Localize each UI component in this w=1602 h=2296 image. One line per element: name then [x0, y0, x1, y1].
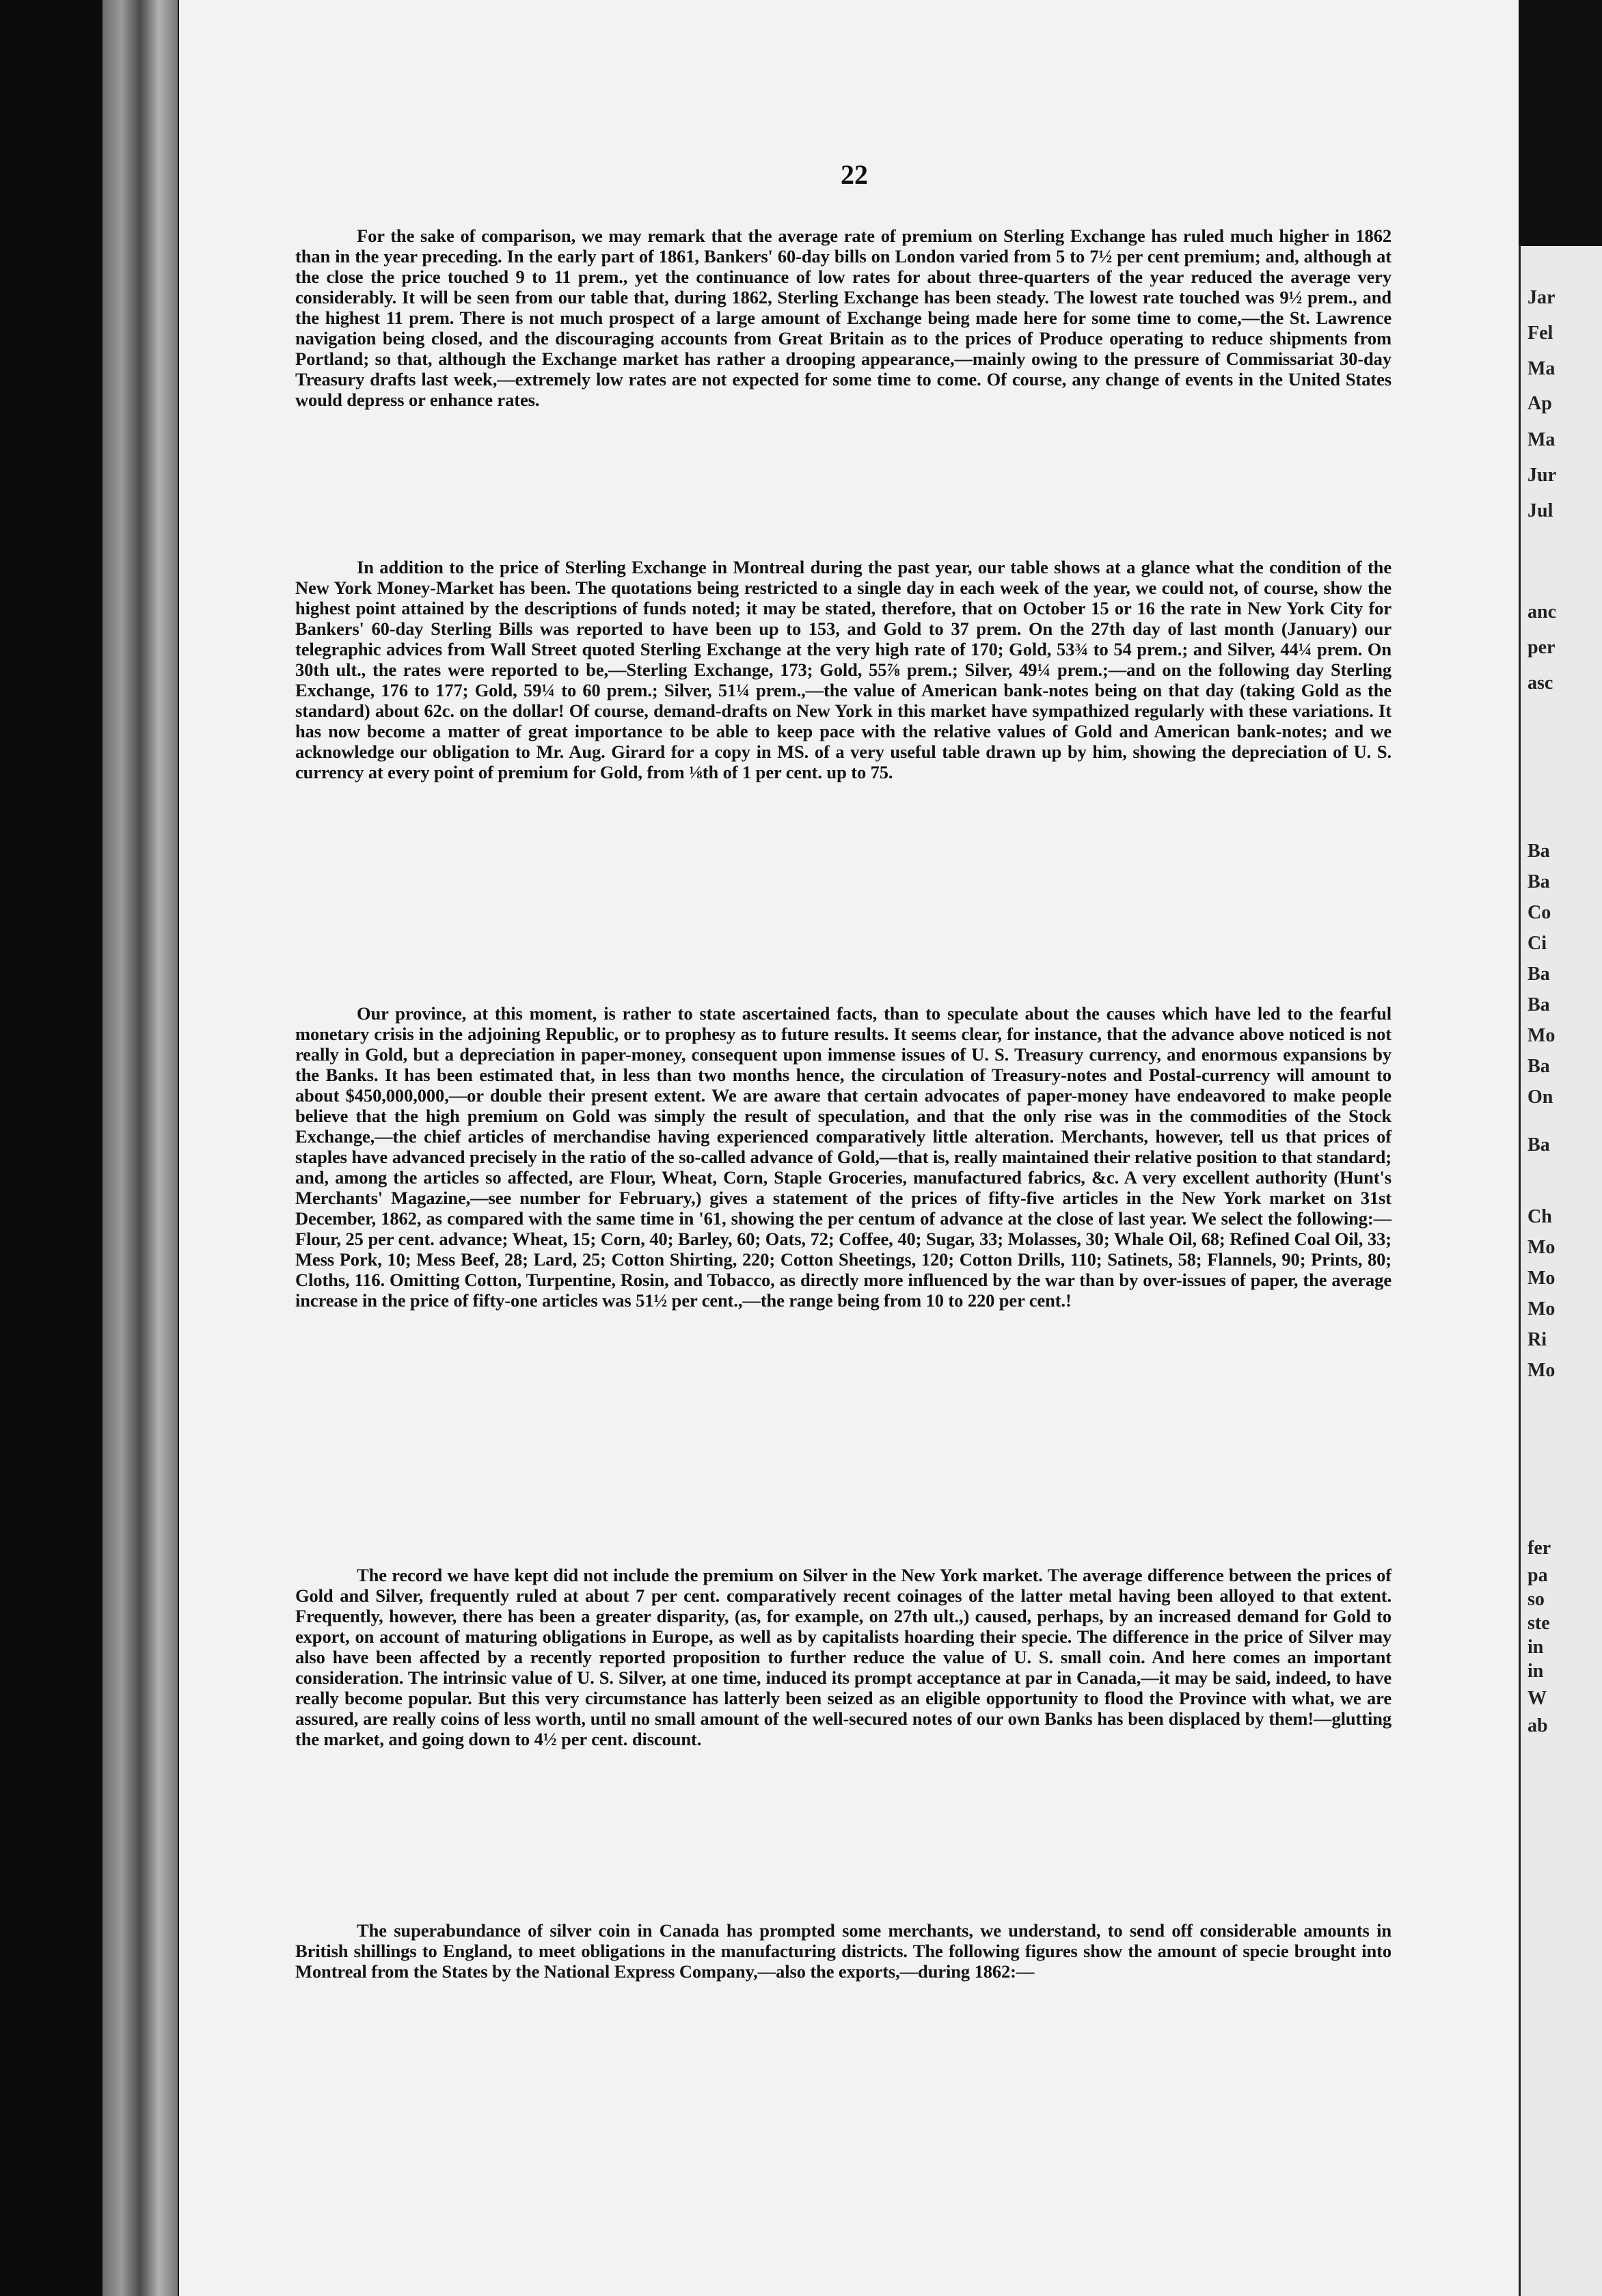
next-page-fragment: Co: [1528, 902, 1551, 923]
paragraph-silver-premium: The record we have kept did not include the premium on Silver in the New York market. The average difference between the prices of Gold and Silver, frequently ruled at about 7 per cent. comparatively recent coinages of the latter metal having been alloyed to that extent. Frequently, however, there has been a greater disparity, (as, for example, on 27th ult.,) caused, perhaps, by an increased demand for Gold to export, on account of maturing obligations in Europe, as well as by capitalists hoarding their specie. The difference in the price of Silver may also have been affected by a recently reported proposition to further reduce the value of U. S. small coin. And here comes an important consideration. The intrinsic value of U. S. Silver, at one time, induced its prompt acceptance at par in Canada,—it may be said, indeed, to have really become popular. But this very circumstance has latterly been seized as an eligible opportunity to flood the Province with what, we are assured, are really coins of less worth, until no small amount of the well-secured notes of our own Banks has been displaced by them!—glutting the market, and going down to 4½ per cent. discount.: [295, 1565, 1391, 1749]
next-page-fragment: Ci: [1528, 933, 1547, 954]
next-page-fragment: ste: [1528, 1613, 1550, 1634]
paragraph-monetary-crisis: Our province, at this moment, is rather to state ascertained facts, than to speculate about the causes which have led to the fearful monetary crisis in the adjoining Republic, or to prophesy as to future results. It seems clear, for instance, that the advance above noticed is not really in Gold, but a depreciation in paper-money, consequent upon immense issues of U. S. Treasury currency, and enormous expansions by the Banks. It has been estimated that, in less than two months hence, the circulation of Treasury-notes and Postal-currency will amount to about $450,000,000,—or double their present extent. We are aware that certain advocates of paper-money have endeavored to make people believe that the high premium on Gold was simply the result of speculation, and that the only rise was in the commodities of the Stock Exchange,—the chief articles of merchandise having experienced comparatively little alteration. Merchants, however, tell us that prices of staples have advanced precisely in the ratio of the so-called advance of Gold,—that is, really maintained their relative position to that standard; and, among the articles so affected, are Flour, Wheat, Corn, Staple Groceries, manufactured fabrics, &c. A very excellent authority (Hunt's Merchants' Magazine,—see number for February,) gives a statement of the prices of fifty-five articles in the New York market on 31st December, 1862, as compared with the same time in '61, showing the per centum of advance at the close of last year. We select the following:—Flour, 25 per cent. advance; Wheat, 15; Corn, 40; Barley, 60; Oats, 72; Coffee, 40; Sugar, 33; Molasses, 30; Whale Oil, 68; Refined Coal Oil, 33; Mess Pork, 10; Mess Beef, 28; Lard, 25; Cotton Shirting, 220; Cotton Sheetings, 120; Cotton Drills, 110; Satinets, 58; Flannels, 90; Prints, 80; Cloths, 116. Omitting Cotton, Turpentine, Rosin, and Tobacco, as directly more influenced by the war than by over-issues of paper, the average increase in the price of fifty-one articles was 51½ per cent.,—the range being from 10 to 220 per cent.!: [295, 1003, 1391, 1311]
next-page-fragment: in: [1528, 1637, 1544, 1658]
paragraph-sterling-exchange: For the sake of comparison, we may remark that the average rate of premium on Sterling Exchange has ruled much higher in 1862 than in the year preceding. In the early part of 1861, Bankers' 60-day bills on London varied from 5 to 7½ per cent premium; and, although at the close the price touched 9 to 11 prem., yet the continuance of low rates for about three-quarters of the year reduced the average very considerably. It will be seen from our table that, during 1862, Sterling Exchange has been steady. The lowest rate touched was 9½ prem., and the highest 11 prem. There is not much prospect of a large amount of Exchange being made here for some time to come,—the St. Lawrence navigation being closed, and the discouraging accounts from Great Britain as to the prices of Produce operating to reduce shipments from Portland; so that, although the Exchange market has rather a drooping appearance,—mainly owing to the pressure of Commissariat 30-day Treasury drafts last week,—extremely low rates are not expected for some time to come. Of course, any change of events in the United States would depress or enhance rates.: [295, 226, 1391, 410]
next-page-fragment: Jul: [1528, 500, 1553, 521]
next-page-fragment: so: [1528, 1589, 1545, 1610]
next-page-fragment: Ba: [1528, 840, 1550, 862]
next-page-fragment: Jur: [1528, 465, 1556, 486]
next-page-fragment: Ri: [1528, 1329, 1547, 1350]
next-page-fragment: Mo: [1528, 1025, 1556, 1046]
next-page-fragment: Ap: [1528, 393, 1552, 414]
next-page-fragment: Jar: [1528, 287, 1556, 308]
next-page-fragment: Mo: [1528, 1360, 1556, 1381]
book-spine-edge: [103, 0, 178, 2296]
next-page-fragment: Ba: [1528, 871, 1550, 892]
next-page-fragment: per: [1528, 637, 1556, 658]
next-page-edge: [1519, 246, 1602, 2296]
next-page-fragment: Ba: [1528, 964, 1550, 985]
next-page-fragment: Ch: [1528, 1206, 1552, 1227]
next-page-fragment: Ba: [1528, 994, 1550, 1015]
next-page-fragment: in: [1528, 1660, 1544, 1682]
paragraph-silver-coin-superabundance: The superabundance of silver coin in Canada has prompted some merchants, we understand, to send off considerable amounts in British shillings to England, to meet obligations in the manufacturing districts. The following figures show the amount of specie brought into Montreal from the States by the National Express Company,—also the exports,—during 1862:—: [295, 1920, 1391, 1982]
next-page-fragment: Mo: [1528, 1237, 1556, 1258]
next-page-fragment: Fel: [1528, 323, 1553, 344]
next-page-fragment: asc: [1528, 672, 1553, 694]
page-number: 22: [841, 159, 868, 190]
next-page-fragment: On: [1528, 1086, 1553, 1108]
next-page-fragment: anc: [1528, 601, 1556, 623]
next-page-fragment: Mo: [1528, 1268, 1556, 1289]
next-page-fragment: ab: [1528, 1715, 1548, 1736]
next-page-fragment: Ba: [1528, 1056, 1550, 1077]
paragraph-new-york-money-market: In addition to the price of Sterling Exchange in Montreal during the past year, our table shows at a glance what the condition of the New York Money-Market has been. The quotations being restricted to a single day in each week of the year, we could not, of course, show the highest point attained by the descriptions of funds noted; it may be stated, therefore, that on October 15 or 16 the rate in New York City for Bankers' 60-day Sterling Bills was reported to have been up to 153, and Gold to 37 prem. On the 27th day of last month (January) our telegraphic advices from Wall Street quoted Sterling Exchange at the very high rate of 170; Gold, 53¾ to 54 prem.; and Silver, 44¼ prem. On 30th ult., the rates were reported to be,—Sterling Exchange, 173; Gold, 55⅞ prem.; Silver, 49¼ prem.;—and on the following day Sterling Exchange, 176 to 177; Gold, 59¼ to 60 prem.; Silver, 51¼ prem.,—the value of American bank-notes being on that day (taking Gold as the standard) about 62c. on the dollar! Of course, demand-drafts on New York in this market have sympathized regularly with these variations. It has now become a matter of great importance to be able to keep pace with the relative values of Gold and American bank-notes; and we acknowledge our obligation to Mr. Aug. Girard for a copy in MS. of a very useful table drawn up by him, showing the depreciation of U. S. currency at every point of premium for Gold, from ⅛th of 1 per cent. up to 75.: [295, 557, 1391, 782]
next-page-fragment: Ba: [1528, 1134, 1550, 1156]
next-page-fragment: W: [1528, 1688, 1547, 1709]
next-page-fragment: pa: [1528, 1565, 1548, 1586]
next-page-fragment: Mo: [1528, 1298, 1556, 1320]
book-gutter-shadow: [0, 0, 103, 2296]
next-page-fragment: Ma: [1528, 358, 1556, 379]
next-page-shadow: [1519, 0, 1602, 246]
next-page-fragment: Ma: [1528, 429, 1556, 450]
next-page-fragment: fer: [1528, 1538, 1551, 1559]
